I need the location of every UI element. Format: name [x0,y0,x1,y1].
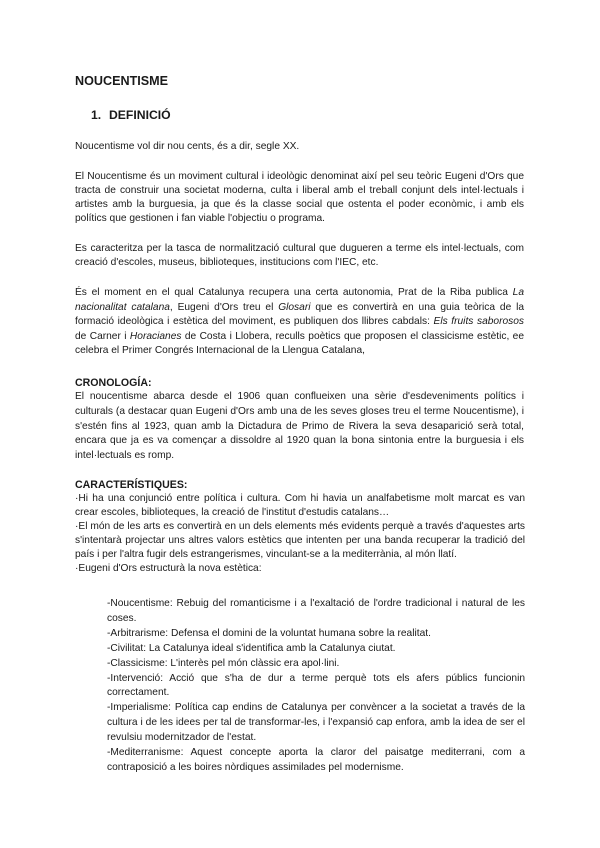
autonomy-text: És el moment en el qual Catalunya recupera una certa autonomia, Prat de la Riba publica [75,287,513,298]
caracteristiques-section [75,478,525,576]
autonomy-text: , Eugeni d'Ors treu el [169,301,279,313]
cronologia-text: El noucentisme abarca desde el 1906 quan conflueixen una sèrie d'esdeveniments polítics i culturals (a destacar quan Eugeni d'Ors amb una de les seves gloses treu el terme Noucentisme), i s'estén fins al 1923, quan amb la Dictadura de Primo de Rivera la seva desaparició serà total, encara que ja es va començar a dissoldre al 1920 quan la bona sintonia entre la burguesia i els intel·lectuals es romp. [75,391,524,462]
cronologia-section [75,376,524,464]
book-title: Horacianes [129,330,182,342]
aesthetic-item: -Classicisme: L'interès pel món clàssic era apol·lini. [107,657,340,669]
document-title: NOUCENTISME [75,74,169,88]
book-title: Glosari [278,301,311,313]
intro-paragraph-1: Noucentisme vol dir nou cents, és a dir, segle XX. [75,141,300,152]
caracteristiques-heading: CARACTERÍSTIQUES: [75,479,188,491]
aesthetic-item: -Noucentisme: Rebuig del romanticisme i a l'exaltació de l'ordre tradicional i natural de les coses. [107,598,525,624]
aesthetic-item: -Imperialisme: Política cap endins de Catalunya per convèncer a la societat a través de la cultura i de les idees per tal de transformar-les, i l'expansió cap enfora, amb la idea de ser el revulsiu modernitzador de l'estat. [107,702,525,744]
aesthetic-item: -Mediterranisme: Aquest concepte aporta la claror del paisatge mediterrani, com a contraposició a les boires nòrdiques assimilades pel modernisme. [107,747,525,773]
book-title: La nacionalitat catalana [75,287,524,313]
section-label: DEFINICIÓ [109,108,171,122]
characteristic-point: ·Hi ha una conjunció entre política i cultura. Com hi havia un analfabetisme molt marcat es van crear escoles, biblioteques, la creació de l'institut d'estudis catalans… [75,493,525,518]
aesthetic-item: -Arbitrarisme: Defensa el domini de la voluntat humana sobre la realitat. [107,627,431,639]
section-number: 1. [91,108,102,122]
aesthetic-list [107,597,525,776]
characteristic-point: ·El món de les arts es convertirà en un dels elements més evidents perquè a través d'aquestes arts s'intentarà projectar uns altres valors estètics que intenten per una banda recuperar la tradició del país i per l'altra fugir dels estrangerismes, vinculant-se a la mediterrània, al món llatí. [75,521,525,560]
autonomy-text: que es convertirà en una guia teòrica de la formació ideològica i estètica del moviment, es publiquen dos llibres cabdals: [75,301,525,328]
autonomy-text: de Costa i Llobera, reculls poètics que proposen el classicisme estètic, ee celebra el Primer Congrés Internacional de la Llengua Catalana, [75,330,524,357]
aesthetic-item: -Civilitat: La Catalunya ideal s'identifica amb la Catalunya ciutat. [107,642,396,654]
aesthetic-item: -Intervenció: Acció que s'ha de dur a terme perquè tots els afers públics funcionin correctament. [107,672,525,699]
autonomy-text: de Carner i [75,330,130,342]
section-title [91,107,171,123]
autonomy-paragraph [75,286,524,359]
intro-paragraph-2: El Noucentisme és un moviment cultural i ideològic denominat així pel seu teòric Eugeni d'Ors que tracta de construir una societat moderna, culta i liberal amb el treball conjunt dels intel·lectuals i artistes amb la burguesia, ja que és la classe social que ostenta el poder econòmic, i amb els polítics que gestionen i fan viable l'objectiu o programa. [75,171,524,224]
characteristic-point: ·Eugeni d'Ors estructurà la nova estètica: [75,563,262,574]
intro-paragraph-3: Es caracteritza per la tasca de normalització cultural que dugueren a terme els intel·lectuals, com creació d'escoles, museus, biblioteques, institucions com l'IEC, etc. [75,243,524,268]
cronologia-heading: CRONOLOGÍA: [75,377,152,389]
book-title: Els fruits saborosos [433,316,524,328]
